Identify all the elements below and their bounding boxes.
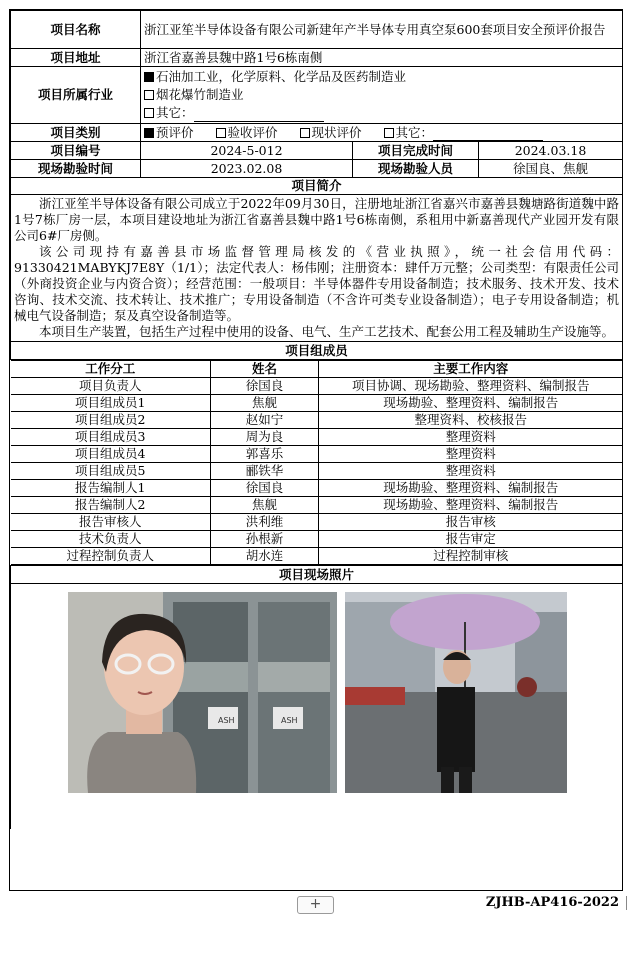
add-button[interactable]: + bbox=[297, 896, 334, 914]
team-title: 项目组成员 bbox=[11, 342, 623, 360]
team-name: 赵如宁 bbox=[211, 412, 319, 429]
team-role: 报告编制人2 bbox=[11, 497, 211, 514]
industry-option-chemical: 石油加工业，化学原料、化学品及医药制造业 bbox=[144, 68, 619, 86]
industry-option-fireworks: 烟花爆竹制造业 bbox=[144, 86, 619, 104]
complete-time-label: 项目完成时间 bbox=[353, 142, 479, 160]
team-work: 现场勘验、整理资料、编制报告 bbox=[319, 497, 623, 514]
table-row bbox=[11, 412, 623, 429]
team-work: 整理资料 bbox=[319, 463, 623, 480]
intro-paragraph-1: 浙江亚笙半导体设备有限公司成立于2022年09月30日，注册地址浙江省嘉兴市嘉善县魏塘路街道魏中路1号7栋厂房一层，本项目建设地址为浙江省嘉善县魏中路1号6栋南侧，系租用中新嘉善现代产业园开发有限公司6#厂房侧。 bbox=[14, 196, 619, 243]
team-header-name: 姓名 bbox=[211, 361, 319, 378]
team-work: 报告审定 bbox=[319, 531, 623, 548]
table-row bbox=[11, 446, 623, 463]
type-option-acceptance: 验收评价 bbox=[216, 125, 278, 140]
industry-options bbox=[141, 67, 623, 124]
team-table bbox=[11, 360, 623, 565]
industry-label: 项目所属行业 bbox=[11, 67, 141, 124]
team-work: 过程控制审核 bbox=[319, 548, 623, 565]
number-label: 项目编号 bbox=[11, 142, 141, 160]
industry-option-other: 其它： bbox=[144, 104, 619, 122]
table-row bbox=[11, 497, 623, 514]
checkbox-empty bbox=[384, 128, 394, 138]
team-name: 洪利维 bbox=[211, 514, 319, 531]
form-table bbox=[10, 10, 623, 829]
team-name: 徐国良 bbox=[211, 480, 319, 497]
table-row bbox=[11, 429, 623, 446]
team-role: 报告编制人1 bbox=[11, 480, 211, 497]
team-name: 焦舰 bbox=[211, 395, 319, 412]
team-work: 报告审核 bbox=[319, 514, 623, 531]
intro-paragraph-2: 该公司现持有嘉善县市场监督管理局核发的《营业执照》，统一社会信用代码：91330421MABYKJ7E8Y（1/1）；法定代表人：杨伟刚；注册资本：肆仟万元整；公司类型：有限责任公司（外商投资企业与内资合资）；经营范围：一般项目：半导体器件专用设备制造；技术服务、技术开发、技术咨询、技术交流、技术转让、技术推广；专用设备制造（不含许可类专业设备制造）；电子专用设备制造；机械电气设备制造；泵及真空设备制造等。 bbox=[14, 244, 619, 323]
svg-text:ASH: ASH bbox=[281, 716, 298, 725]
document-code: ZJHB-AP416-2022 bbox=[485, 895, 619, 910]
team-role: 技术负责人 bbox=[11, 531, 211, 548]
table-row bbox=[11, 480, 623, 497]
document-frame bbox=[9, 9, 623, 891]
table-row bbox=[11, 548, 623, 565]
type-option-pre: 预评价 bbox=[144, 125, 194, 140]
team-header-role: 工作分工 bbox=[11, 361, 211, 378]
svg-text:ASH: ASH bbox=[218, 716, 235, 725]
type-option-status: 现状评价 bbox=[300, 125, 362, 140]
type-option-other: 其它： bbox=[384, 125, 544, 140]
team-work: 整理资料 bbox=[319, 446, 623, 463]
project-name-label: 项目名称 bbox=[11, 11, 141, 49]
team-role: 项目负责人 bbox=[11, 378, 211, 395]
team-name: 徐国良 bbox=[211, 378, 319, 395]
survey-time: 2023.02.08 bbox=[141, 160, 353, 178]
address-label: 项目地址 bbox=[11, 49, 141, 67]
type-label: 项目类别 bbox=[11, 124, 141, 142]
checkbox-empty bbox=[144, 90, 154, 100]
team-work: 现场勘验、整理资料、编制报告 bbox=[319, 480, 623, 497]
table-row bbox=[11, 378, 623, 395]
intro-title: 项目简介 bbox=[11, 178, 623, 195]
project-number: 2024-5-012 bbox=[141, 142, 353, 160]
checkbox-empty bbox=[144, 108, 154, 118]
intro-paragraph-3: 本项目生产装置，包括生产过程中使用的设备、电气、生产工艺技术、配套公用工程及辅助生产设施等。 bbox=[39, 324, 615, 339]
team-work: 整理资料 bbox=[319, 429, 623, 446]
team-name: 周为良 bbox=[211, 429, 319, 446]
photos-area bbox=[11, 584, 622, 829]
team-work: 项目协调、现场勘验、整理资料、编制报告 bbox=[319, 378, 623, 395]
site-photo-2 bbox=[345, 592, 567, 793]
team-name: 郭喜乐 bbox=[211, 446, 319, 463]
team-work: 现场勘验、整理资料、编制报告 bbox=[319, 395, 623, 412]
team-role: 项目组成员2 bbox=[11, 412, 211, 429]
team-role: 报告审核人 bbox=[11, 514, 211, 531]
survey-time-label: 现场勘验时间 bbox=[11, 160, 141, 178]
survey-people-label: 现场勘验人员 bbox=[353, 160, 479, 178]
checkbox-empty bbox=[300, 128, 310, 138]
site-photo-1 bbox=[68, 592, 337, 793]
type-options bbox=[141, 124, 623, 142]
project-name: 浙江亚笙半导体设备有限公司新建年产半导体专用真空泵600套项目安全预评价报告 bbox=[141, 11, 623, 49]
team-role: 项目组成员5 bbox=[11, 463, 211, 480]
team-name: 郦铁华 bbox=[211, 463, 319, 480]
team-role: 过程控制负责人 bbox=[11, 548, 211, 565]
team-name: 孙根新 bbox=[211, 531, 319, 548]
intro-text bbox=[11, 195, 623, 342]
team-role: 项目组成员4 bbox=[11, 446, 211, 463]
table-row bbox=[11, 514, 623, 531]
checkbox-checked bbox=[144, 128, 154, 138]
checkbox-checked bbox=[144, 72, 154, 82]
team-header-work: 主要工作内容 bbox=[319, 361, 623, 378]
team-name: 胡水连 bbox=[211, 548, 319, 565]
photos-title: 项目现场照片 bbox=[11, 566, 623, 584]
project-address: 浙江省嘉善县魏中路1号6栋南侧 bbox=[141, 49, 623, 67]
table-row bbox=[11, 531, 623, 548]
team-work: 整理资料、校核报告 bbox=[319, 412, 623, 429]
complete-time: 2024.03.18 bbox=[479, 142, 623, 160]
team-role: 项目组成员3 bbox=[11, 429, 211, 446]
survey-people: 徐国良、焦舰 bbox=[479, 160, 623, 178]
team-role: 项目组成员1 bbox=[11, 395, 211, 412]
table-row bbox=[11, 395, 623, 412]
checkbox-empty bbox=[216, 128, 226, 138]
team-name: 焦舰 bbox=[211, 497, 319, 514]
table-row bbox=[11, 463, 623, 480]
